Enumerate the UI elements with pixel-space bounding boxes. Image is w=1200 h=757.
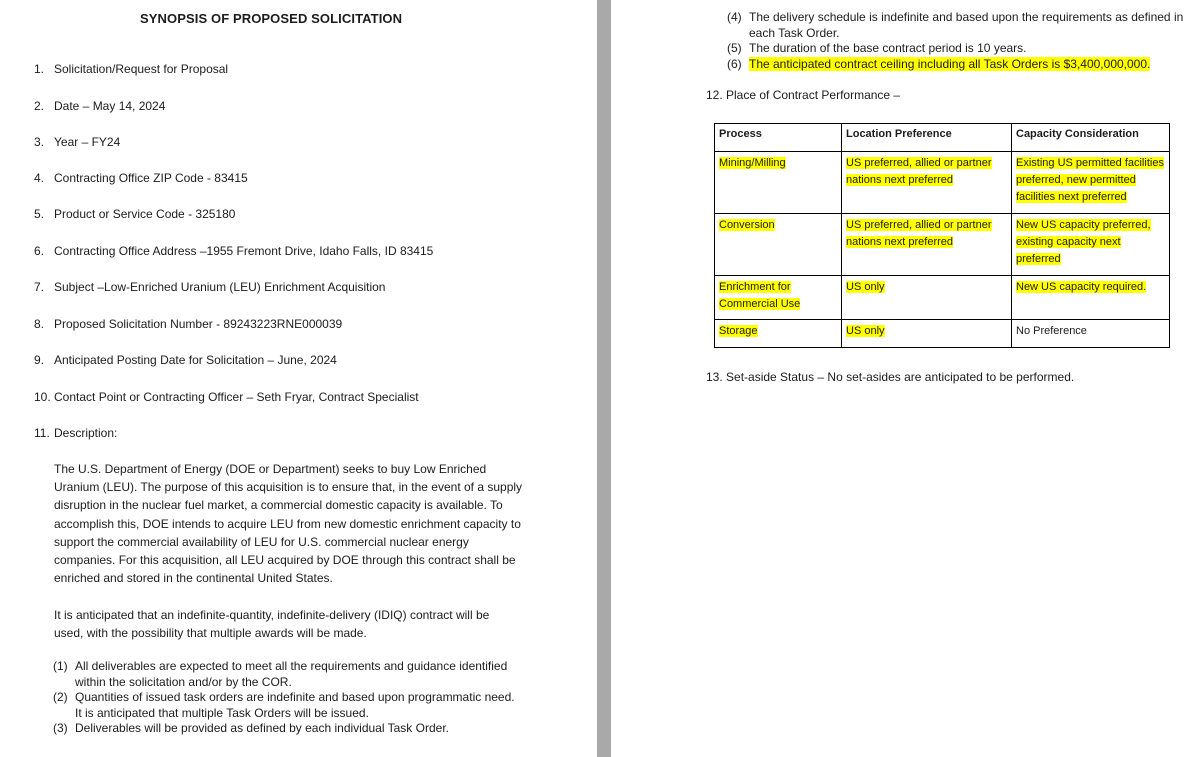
highlighted-text: The anticipated contract ceiling including all Task Orders is $3,400,000,000. bbox=[749, 57, 1151, 71]
table-header-cell: Capacity Consideration bbox=[1012, 124, 1170, 152]
table-cell: Enrichment for Commercial Use bbox=[715, 276, 842, 320]
table-cell: Existing US permitted facilities preferred, new permitted facilities next preferred bbox=[1012, 152, 1170, 214]
list-item: 6. Contracting Office Address –1955 Fremont Drive, Idaho Falls, ID 83415 bbox=[34, 244, 434, 258]
subitem-5: (5) The duration of the base contract period is 10 years. bbox=[727, 41, 1027, 55]
table-row bbox=[715, 276, 1170, 320]
list-item: 4. Contracting Office ZIP Code - 83415 bbox=[34, 171, 248, 185]
table-cell: Storage bbox=[715, 320, 842, 348]
list-item: 7. Subject –Low-Enriched Uranium (LEU) Enrichment Acquisition bbox=[34, 280, 386, 294]
list-item: 8. Proposed Solicitation Number - 89243223RNE000039 bbox=[34, 317, 343, 331]
table-cell: New US capacity required. bbox=[1012, 276, 1170, 320]
table-cell: US only bbox=[842, 276, 1012, 320]
subitem-1: (1) All deliverables are expected to meet all the requirements and guidance identified within the solicitation and/or by the COR. bbox=[53, 659, 508, 689]
subitem-6: (6) The anticipated contract ceiling including all Task Orders is $3,400,000,000. bbox=[727, 57, 1151, 71]
table-row bbox=[715, 214, 1170, 276]
idiq-paragraph: It is anticipated that an indefinite-quantity, indefinite-delivery (IDIQ) contract will be used, with the possibility that multiple awards will be made. bbox=[54, 608, 490, 641]
table-cell: US preferred, allied or partner nations next preferred bbox=[842, 214, 1012, 276]
list-item: 2. Date – May 14, 2024 bbox=[34, 99, 166, 113]
section-12-heading: 12. Place of Contract Performance – bbox=[706, 88, 901, 102]
list-item: 3. Year – FY24 bbox=[34, 135, 121, 149]
table-header-cell: Location Preference bbox=[842, 124, 1012, 152]
table-cell: Conversion bbox=[715, 214, 842, 276]
section-13-text: 13. Set-aside Status – No set-asides are anticipated to be performed. bbox=[706, 370, 1075, 384]
list-item: 1. Solicitation/Request for Proposal bbox=[34, 62, 229, 76]
subitem-2: (2) Quantities of issued task orders are indefinite and based upon programmatic need. It is anticipated that multiple Task Orders will be issued. bbox=[53, 690, 515, 720]
place-of-performance-table bbox=[714, 123, 1170, 348]
table-cell: New US capacity preferred, existing capacity next preferred bbox=[1012, 214, 1170, 276]
page-divider bbox=[597, 0, 611, 757]
table-header-cell: Process bbox=[715, 124, 842, 152]
subitem-3: (3) Deliverables will be provided as defined by each individual Task Order. bbox=[53, 721, 449, 735]
table-cell: US preferred, allied or partner nations next preferred bbox=[842, 152, 1012, 214]
table-cell: No Preference bbox=[1012, 320, 1170, 348]
table-row bbox=[715, 152, 1170, 214]
list-item: 10. Contact Point or Contracting Officer – Seth Fryar, Contract Specialist bbox=[34, 390, 419, 404]
table-header-row bbox=[715, 124, 1170, 152]
table-cell: US only bbox=[842, 320, 1012, 348]
description-paragraph: The U.S. Department of Energy (DOE or Department) seeks to buy Low Enriched Uranium (LEU). The purpose of this acquisition is to ensure that, in the event of a supply disruption in the nuclear fuel market, a commercial domestic capacity is available. To accomplish this, DOE intends to acquire LEU from new domestic enrichment capacity to support the commercial availability of LEU for U.S. commercial nuclear energy companies. For this acquisition, all LEU acquired by DOE through this contract shall be enriched and stored in the continental United States. bbox=[54, 462, 523, 586]
list-item: 5. Product or Service Code - 325180 bbox=[34, 207, 236, 221]
list-item: 11. Description: bbox=[34, 426, 118, 440]
subitem-4: (4) The delivery schedule is indefinite and based upon the requirements as defined in each Task Order. bbox=[727, 10, 1184, 40]
table-row bbox=[715, 320, 1170, 348]
document-title: SYNOPSIS OF PROPOSED SOLICITATION bbox=[140, 11, 403, 26]
list-item: 9. Anticipated Posting Date for Solicitation – June, 2024 bbox=[34, 353, 337, 367]
table-cell: Mining/Milling bbox=[715, 152, 842, 214]
right-page bbox=[611, 0, 1200, 757]
left-page bbox=[0, 0, 597, 757]
